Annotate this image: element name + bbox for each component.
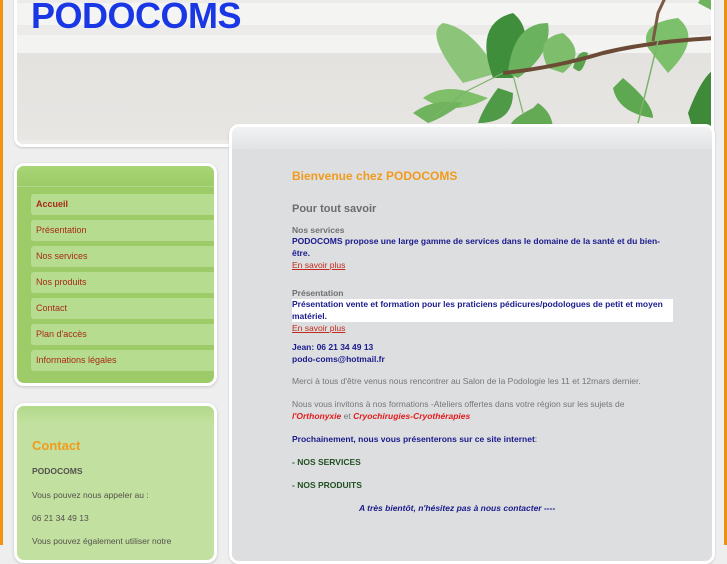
services-description: PODOCOMS propose une large gamme de services dans le domaine de la santé et du bien- être. xyxy=(292,236,660,258)
soon-text: Prochainement, nous vous présenterons sur ce site internet: xyxy=(292,434,538,444)
main-content xyxy=(229,124,715,564)
menu-item-presentation[interactable]: Présentation xyxy=(31,220,217,241)
contact-also-text: Vous pouvez également utiliser notre xyxy=(32,536,172,546)
closing-text: A très bientôt, n'hésitez pas à nous contacter ---- xyxy=(359,503,556,513)
jean-phone: Jean: 06 21 34 49 13 xyxy=(292,342,374,352)
menu-item-nos-produits[interactable]: Nos produits xyxy=(31,272,217,293)
thanks-text: Merci à tous d'être venus nous rencontrer au Salon de la Podologie les 11 et 12mars dernier. xyxy=(292,376,641,386)
menu-item-plan-acces[interactable]: Plan d'accès xyxy=(31,324,217,345)
menu-item-contact[interactable]: Contact xyxy=(31,298,217,319)
services-label: Nos services xyxy=(292,225,345,235)
presentation-more-link[interactable]: En savoir plus xyxy=(292,323,346,333)
menu-item-accueil[interactable]: Accueil xyxy=(31,194,217,215)
presentation-label: Présentation xyxy=(292,288,344,298)
contact-title: Contact xyxy=(32,438,81,453)
topic-cryochirurgies: Cryochirugies-Cryothérapies xyxy=(353,410,471,421)
contact-company: PODOCOMS xyxy=(32,466,83,476)
ginkgo-branch-image xyxy=(403,0,714,130)
contact-email[interactable]: podo-coms@hotmail.fr xyxy=(292,354,385,364)
left-orange-edge xyxy=(0,0,3,545)
menu-item-nos-services[interactable]: Nos services xyxy=(31,246,217,267)
welcome-heading: Bienvenue chez PODOCOMS xyxy=(292,169,458,183)
menu-list xyxy=(31,194,217,376)
bullet-services: - NOS SERVICES xyxy=(292,457,361,467)
contact-call-text: Vous pouvez nous appeler au : xyxy=(32,490,149,500)
bullet-products: - NOS PRODUITS xyxy=(292,480,362,490)
section-title: Pour tout savoir xyxy=(292,203,377,215)
invite-text: Nous vous invitons à nos formations -Ateliers offertes dans votre région sur les sujets de l'Orthonyxie et Cryochirugies-Cryothérapies xyxy=(292,399,625,421)
presentation-description: Présentation vente et formation pour les praticiens pédicures/podologues de petit et moyen matériel. xyxy=(292,299,673,322)
site-title[interactable]: PODOCOMS xyxy=(31,0,242,36)
sidebar-menu xyxy=(14,163,217,386)
menu-item-informations-legales[interactable]: Informations légales xyxy=(31,350,217,371)
services-more-link[interactable]: En savoir plus xyxy=(292,260,346,270)
topic-orthonyxie: l'Orthonyxie xyxy=(292,410,342,421)
contact-panel xyxy=(14,403,217,563)
contact-phone: 06 21 34 49 13 xyxy=(32,513,89,523)
